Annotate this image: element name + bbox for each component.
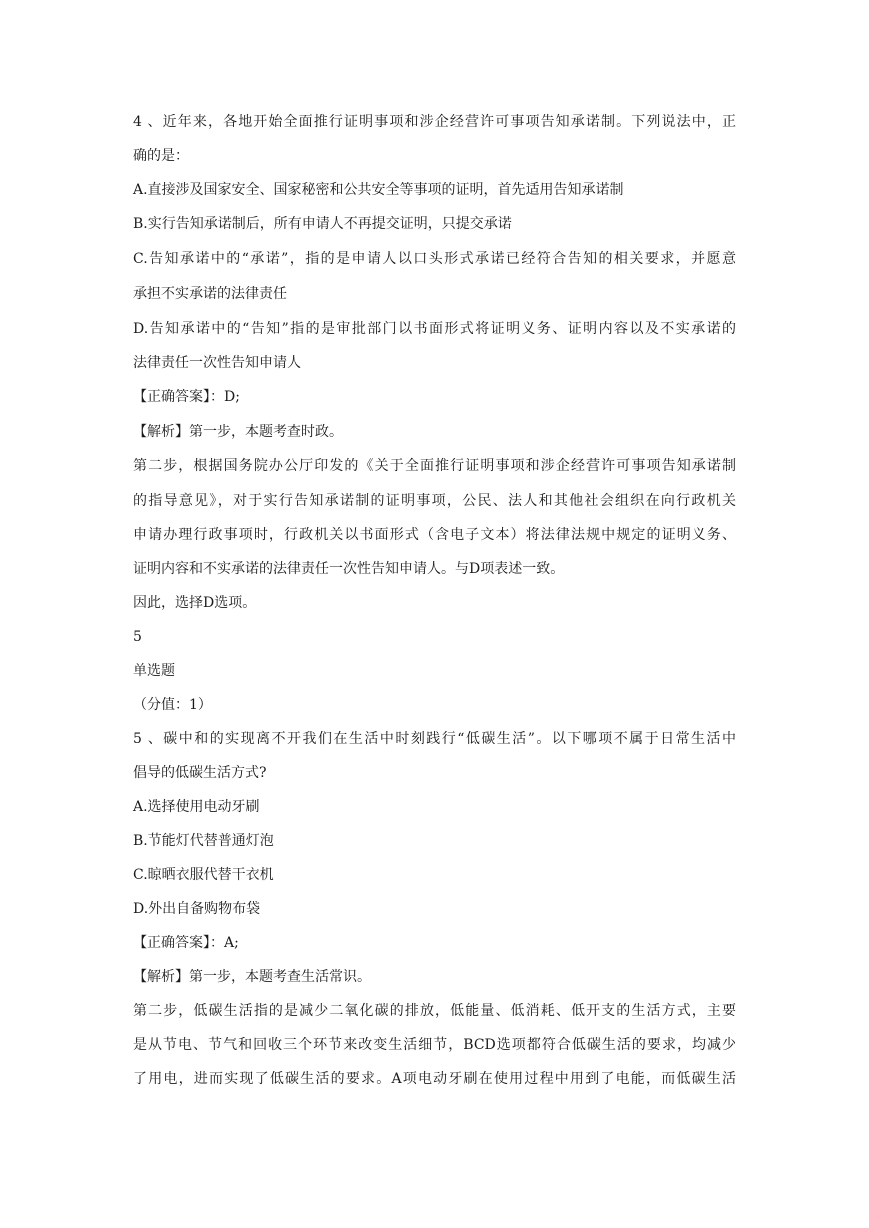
- q4-answer: 【正确答案】：D;: [133, 389, 240, 405]
- q5-stem-line-2: 倡导的低碳生活方式?: [133, 765, 267, 781]
- q5-number: 5: [133, 629, 142, 645]
- q4-option-b: B.实行告知承诺制后，所有申请人不再提交证明，只提交承诺: [133, 216, 512, 232]
- q4-analysis-step-2-line-2: 的指导意见》，对于实行告知承诺制的证明事项，公民、法人和其他社会组织在向行政机关: [133, 493, 736, 509]
- q5-analysis-step-2-line-2: 是从节电、节气和回收三个环节来改变生活细节，BCD选项都符合低碳生活的要求，均减少: [133, 1037, 736, 1053]
- q5-option-c: C.晾晒衣服代替干衣机: [133, 867, 274, 883]
- q4-option-c-line-1: C.告知承诺中的“承诺”，指的是申请人以口头形式承诺已经符合告知的相关要求，并愿意: [133, 251, 736, 267]
- q4-option-d-line-2: 法律责任一次性告知申请人: [133, 355, 301, 371]
- q5-option-b: B.节能灯代替普通灯泡: [133, 833, 274, 849]
- q5-analysis-step-2-line-3: 了用电，进而实现了低碳生活的要求。A项电动牙刷在使用过程中用到了电能，而低碳生活: [133, 1071, 736, 1087]
- q4-option-a: A.直接涉及国家安全、国家秘密和公共安全等事项的证明，首先适用告知承诺制: [133, 182, 624, 198]
- q5-analysis-step-1: 【解析】第一步，本题考查生活常识。: [133, 969, 371, 985]
- q5-answer: 【正确答案】：A;: [133, 935, 239, 951]
- q4-option-c-line-2: 承担不实承诺的法律责任: [133, 286, 287, 302]
- q5-option-a: A.选择使用电动牙刷: [133, 799, 260, 815]
- q5-option-d: D.外出自备购物布袋: [133, 901, 261, 917]
- q5-analysis-step-2-line-1: 第二步，低碳生活指的是减少二氧化碳的排放，低能量、低消耗、低开支的生活方式，主要: [133, 1003, 736, 1019]
- q4-stem-line-1: 4 、近年来，各地开始全面推行证明事项和涉企经营许可事项告知承诺制。下列说法中，正: [133, 114, 736, 130]
- q5-score: （分值：1）: [133, 697, 212, 713]
- q4-analysis-step-2-line-3: 申请办理行政事项时，行政机关以书面形式（含电子文本）将法律法规中规定的证明义务、: [133, 527, 736, 543]
- q4-analysis-step-2-line-4: 证明内容和不实承诺的法律责任一次性告知申请人。与D项表述一致。: [133, 561, 565, 577]
- q5-stem-line-1: 5 、碳中和的实现离不开我们在生活中时刻践行“低碳生活”。以下哪项不属于日常生活中: [133, 731, 736, 747]
- q4-conclusion: 因此，选择D选项。: [133, 595, 257, 611]
- q4-analysis-step-2-line-1: 第二步，根据国务院办公厅印发的《关于全面推行证明事项和涉企经营许可事项告知承诺制: [133, 458, 736, 474]
- q4-analysis-step-1: 【解析】第一步，本题考查时政。: [133, 424, 343, 440]
- q5-type: 单选题: [133, 663, 175, 679]
- q4-stem-line-2: 确的是：: [133, 148, 189, 164]
- q4-option-d-line-1: D.告知承诺中的“告知”指的是审批部门以书面形式将证明义务、证明内容以及不实承诺的: [133, 321, 736, 337]
